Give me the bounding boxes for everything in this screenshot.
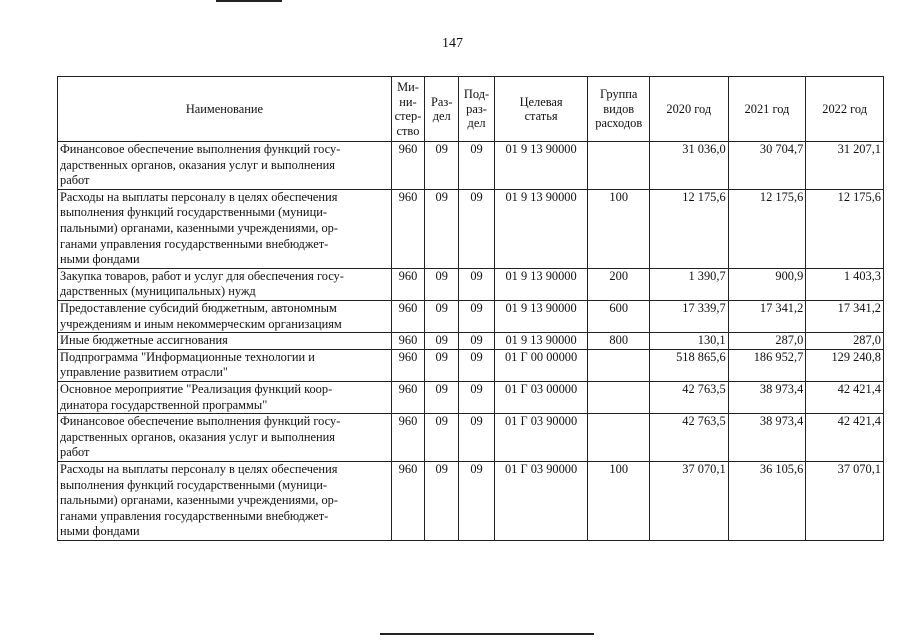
cell-subsection: 09 xyxy=(459,142,494,190)
cell-2022: 42 421,4 xyxy=(806,414,884,462)
cell-subsection: 09 xyxy=(459,189,494,268)
cell-target: 01 Г 03 90000 xyxy=(494,461,588,540)
table-row xyxy=(58,349,884,381)
budget-table xyxy=(57,76,884,541)
cell-section: 09 xyxy=(425,349,459,381)
cell-2020: 31 036,0 xyxy=(649,142,728,190)
page-number: 147 xyxy=(442,36,463,51)
cell-ministry: 960 xyxy=(391,142,424,190)
cell-2021: 287,0 xyxy=(728,333,806,350)
cell-name: Предоставление субсидий бюджетным, автономным учреждениям и иным некоммерческим организациям xyxy=(58,300,392,332)
cell-group xyxy=(588,381,650,413)
cell-subsection: 09 xyxy=(459,300,494,332)
cell-2022: 12 175,6 xyxy=(806,189,884,268)
cell-group: 800 xyxy=(588,333,650,350)
cell-subsection: 09 xyxy=(459,381,494,413)
header-2020: 2020 год xyxy=(649,77,728,142)
cell-section: 09 xyxy=(425,381,459,413)
cell-2021: 900,9 xyxy=(728,268,806,300)
header-group: Группа видов расходов xyxy=(588,77,650,142)
cell-2022: 17 341,2 xyxy=(806,300,884,332)
table-row xyxy=(58,189,884,268)
cell-2020: 130,1 xyxy=(649,333,728,350)
cell-name: Расходы на выплаты персоналу в целях обеспечения выполнения функций государственными (муници- пальными) органами, казенными учреждениями, ор- ганами управления государственными внебюджет- ными фондами xyxy=(58,461,392,540)
cell-section: 09 xyxy=(425,268,459,300)
cell-2021: 12 175,6 xyxy=(728,189,806,268)
cell-name: Расходы на выплаты персоналу в целях обеспечения выполнения функций государственными (муници- пальными) органами, казенными учреждениями, ор- ганами управления государственными внебюджет- ными фондами xyxy=(58,189,392,268)
cell-subsection: 09 xyxy=(459,333,494,350)
table-row xyxy=(58,142,884,190)
cell-target: 01 9 13 90000 xyxy=(494,142,588,190)
cell-2020: 1 390,7 xyxy=(649,268,728,300)
table-row xyxy=(58,268,884,300)
cell-subsection: 09 xyxy=(459,461,494,540)
cell-2021: 17 341,2 xyxy=(728,300,806,332)
cell-group: 200 xyxy=(588,268,650,300)
cell-section: 09 xyxy=(425,189,459,268)
cell-ministry: 960 xyxy=(391,268,424,300)
cell-2020: 42 763,5 xyxy=(649,381,728,413)
cell-group xyxy=(588,349,650,381)
cell-2021: 38 973,4 xyxy=(728,381,806,413)
cell-ministry: 960 xyxy=(391,300,424,332)
header-2021: 2021 год xyxy=(728,77,806,142)
cell-name: Подпрограмма "Информационные технологии и управление развитием отрасли" xyxy=(58,349,392,381)
header-target: Целевая статья xyxy=(494,77,588,142)
table-row xyxy=(58,300,884,332)
header-ministry: Ми- ни- стер- ство xyxy=(391,77,424,142)
cell-target: 01 9 13 90000 xyxy=(494,268,588,300)
cell-ministry: 960 xyxy=(391,381,424,413)
cell-2021: 38 973,4 xyxy=(728,414,806,462)
cell-subsection: 09 xyxy=(459,414,494,462)
cell-target: 01 Г 00 00000 xyxy=(494,349,588,381)
header-name: Наименование xyxy=(58,77,392,142)
cell-target: 01 Г 03 90000 xyxy=(494,414,588,462)
cell-section: 09 xyxy=(425,333,459,350)
header-subsection: Под- раз- дел xyxy=(459,77,494,142)
cell-2022: 31 207,1 xyxy=(806,142,884,190)
cell-2020: 518 865,6 xyxy=(649,349,728,381)
cell-2021: 36 105,6 xyxy=(728,461,806,540)
cell-2020: 42 763,5 xyxy=(649,414,728,462)
cell-ministry: 960 xyxy=(391,414,424,462)
cell-section: 09 xyxy=(425,300,459,332)
cell-2020: 37 070,1 xyxy=(649,461,728,540)
cell-2020: 12 175,6 xyxy=(649,189,728,268)
cell-group: 100 xyxy=(588,461,650,540)
cell-target: 01 9 13 90000 xyxy=(494,333,588,350)
cell-group xyxy=(588,414,650,462)
table-header-row xyxy=(58,77,884,142)
cell-target: 01 9 13 90000 xyxy=(494,189,588,268)
header-2022: 2022 год xyxy=(806,77,884,142)
cell-section: 09 xyxy=(425,142,459,190)
cell-group xyxy=(588,142,650,190)
cell-group: 100 xyxy=(588,189,650,268)
table-row xyxy=(58,333,884,350)
cell-2022: 37 070,1 xyxy=(806,461,884,540)
cell-section: 09 xyxy=(425,414,459,462)
cell-target: 01 Г 03 00000 xyxy=(494,381,588,413)
cell-2022: 287,0 xyxy=(806,333,884,350)
cell-2022: 1 403,3 xyxy=(806,268,884,300)
table-row xyxy=(58,461,884,540)
cell-2022: 42 421,4 xyxy=(806,381,884,413)
cell-ministry: 960 xyxy=(391,189,424,268)
table-row xyxy=(58,381,884,413)
cell-2021: 30 704,7 xyxy=(728,142,806,190)
cell-2021: 186 952,7 xyxy=(728,349,806,381)
cell-ministry: 960 xyxy=(391,333,424,350)
bottom-rule xyxy=(380,633,594,635)
cell-section: 09 xyxy=(425,461,459,540)
cell-ministry: 960 xyxy=(391,349,424,381)
top-rule xyxy=(216,0,282,2)
cell-subsection: 09 xyxy=(459,349,494,381)
cell-2020: 17 339,7 xyxy=(649,300,728,332)
cell-name: Основное мероприятие "Реализация функций коор- динатора государственной программы" xyxy=(58,381,392,413)
cell-2022: 129 240,8 xyxy=(806,349,884,381)
table-row xyxy=(58,414,884,462)
cell-name: Финансовое обеспечение выполнения функций госу- дарственных органов, оказания услуг и выполнения работ xyxy=(58,142,392,190)
cell-group: 600 xyxy=(588,300,650,332)
cell-target: 01 9 13 90000 xyxy=(494,300,588,332)
cell-ministry: 960 xyxy=(391,461,424,540)
cell-subsection: 09 xyxy=(459,268,494,300)
cell-name: Иные бюджетные ассигнования xyxy=(58,333,392,350)
cell-name: Финансовое обеспечение выполнения функций госу- дарственных органов, оказания услуг и выполнения работ xyxy=(58,414,392,462)
cell-name: Закупка товаров, работ и услуг для обеспечения госу- дарственных (муниципальных) нужд xyxy=(58,268,392,300)
header-section: Раз- дел xyxy=(425,77,459,142)
